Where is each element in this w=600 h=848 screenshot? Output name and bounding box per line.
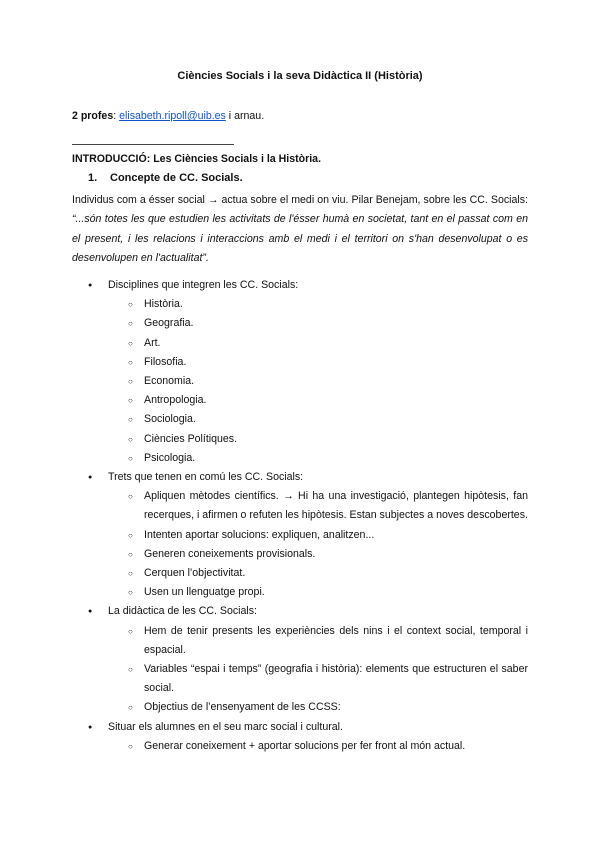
- section-heading: [88, 172, 243, 184]
- list-item: ○ Antropologia.: [108, 391, 528, 410]
- list-item: ○ Cerquen l’objectivitat.: [108, 564, 528, 583]
- teachers-line: [72, 110, 264, 122]
- list-item: ○ Usen un llenguatge propi.: [108, 583, 528, 602]
- sub-list: [108, 487, 528, 602]
- sub-list: [108, 622, 528, 718]
- list-item: ○ Psicologia.: [108, 449, 528, 468]
- teachers-label: 2 profes: [72, 110, 114, 122]
- list-item: ○ Generar coneixement + aportar solucions per fer front al món actual.: [108, 737, 528, 756]
- list-item: ○ Objectius de l’ensenyament de les CCSS:: [108, 698, 528, 717]
- sub-list: [108, 295, 528, 468]
- paragraph-lead: Individus com a ésser social → actua sobre el medi on viu. Pilar Benejam, sobre les CC. Socials:: [72, 194, 528, 206]
- list-item: ○ Art.: [108, 334, 528, 353]
- sub-list: [108, 737, 528, 756]
- section-title: Concepte de CC. Socials.: [110, 172, 243, 184]
- list-item: ○ Economia.: [108, 372, 528, 391]
- paragraph-quote: “...són totes les que estudien les activitats de l'ésser humà en societat, tant en el passat com en el present, i les relacions i interaccions amb el medi i el territori on s'han desenvolupat o es desenvolupen en l'actualitat”.: [72, 213, 528, 264]
- bullet-traits: [72, 468, 528, 602]
- list-item: ○ Sociologia.: [108, 410, 528, 429]
- bullet-didactics: [72, 602, 528, 717]
- list-item: ○ Generen coneixements provisionals.: [108, 545, 528, 564]
- bullet-list: [72, 276, 528, 756]
- teachers-separator: :: [113, 110, 120, 122]
- list-item: ○ Hem de tenir presents les experiències dels nins i el context social, temporal i espacial.: [108, 622, 528, 660]
- bullet-label: Disciplines que integren les CC. Socials:: [108, 279, 299, 291]
- intro-heading: INTRODUCCIÓ: Les Ciències Socials i la Història.: [72, 153, 322, 165]
- email-link[interactable]: elisabeth.ripoll@uib.es: [119, 110, 226, 122]
- list-item: ○ Història.: [108, 295, 528, 314]
- list-item: ○ Apliquen mètodes científics. → Hi ha una investigació, plantegen hipòtesis, fan recerques, i afirmen o refuten les hipòtesis. Estan subjectes a noves descobertes.: [108, 487, 528, 525]
- document-title: Ciències Socials i la seva Didàctica II (Història): [177, 70, 423, 82]
- list-item: ○ Geografia.: [108, 314, 528, 333]
- list-item: ○ Intenten aportar solucions: expliquen, analitzen...: [108, 526, 528, 545]
- divider-line: [72, 144, 234, 145]
- bullet-label: Situar els alumnes en el seu marc social i cultural.: [108, 720, 343, 733]
- teachers-rest: i arnau.: [225, 110, 265, 122]
- list-item: ○ Ciències Polítiques.: [108, 430, 528, 449]
- bullet-label: La didàctica de les CC. Socials:: [108, 605, 257, 618]
- bullet-disciplines: [72, 276, 528, 468]
- bullet-situate: [72, 718, 528, 756]
- intro-paragraph: [72, 191, 528, 268]
- list-item: ○ Variables “espai i temps” (geografia i història): elements que estructuren el saber social.: [108, 660, 528, 698]
- section-number: 1.: [88, 172, 98, 184]
- list-item: ○ Filosofia.: [108, 353, 528, 372]
- bullet-label: Trets que tenen en comú les CC. Socials:: [108, 471, 304, 484]
